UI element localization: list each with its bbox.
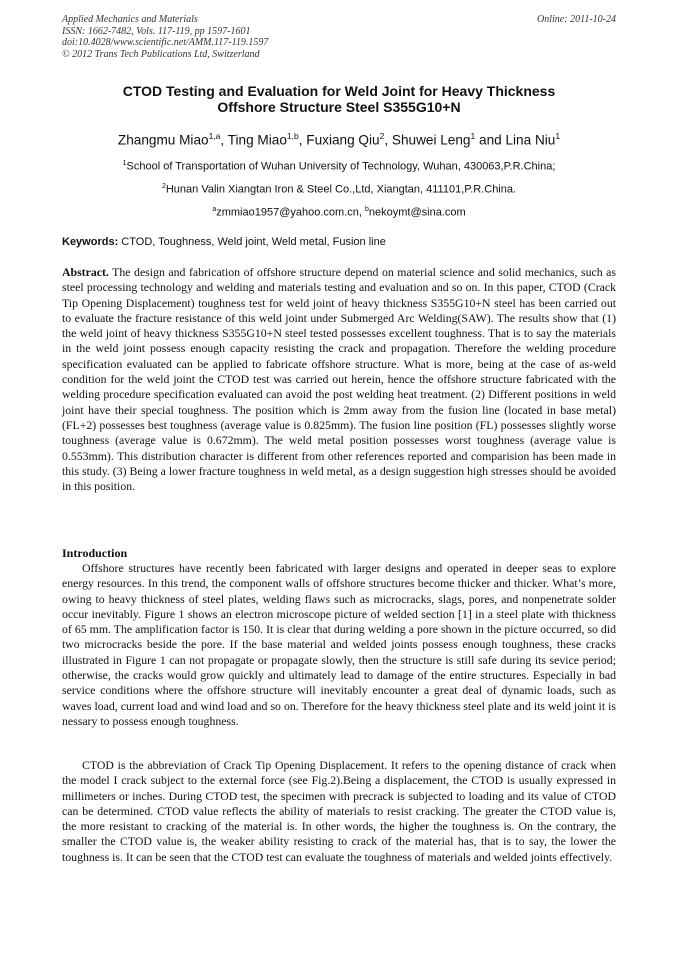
abstract-text: The design and fabrication of offshore structure depend on material science and solid mechanics, such as steel processing technology and welding and materials testing and evaluation and so on. In this paper, CTOD (Crack Tip Opening Displacement) toughness test for weld joint of heavy thickness S355G10+N steel has been carried out to evaluate the fracture resistance of this weld joint under Submerged Arc Welding(SAW). The results show that (1) the weld joint of heavy thickness S355G10+N steel tested possesses excellent toughness. That is to say the materials in the weld joint possess enough capacity resisting the crack and propagation. Therefore the welding procedure specification evaluated can be applied to fabricate offshore structure. What is more, being at the case of as-weld condition for the weld joint the CTOD test was carried out herein, hence the offshore structure fabricated with the welding procedure specification evaluated can avoid the post welding heat treatment. (2) Different positions in weld joint have their special toughness. The position which is 2mm away from the fusion line (located in base metal) (FL+2) possesses best toughness (average value is 0.825mm). The fusion line position (FL) possesses slightly worse toughness (average value is 0.672mm). The weld metal position possesses worst toughness (average value is 0.553mm). This distribution character is different from other references reported and comparision has been made in this study. (3) Being a lower fracture toughness in weld metal, as a design suggestion high stresses should be avoided in this position. bbox=[62, 265, 616, 494]
aff-sup: 1 bbox=[122, 160, 127, 167]
keywords-label: Keywords: bbox=[62, 236, 119, 248]
copyright-line: © 2012 Trans Tech Publications Ltd, Switzerland bbox=[62, 48, 260, 60]
section-heading: Introduction bbox=[62, 546, 128, 560]
author-sep: , bbox=[298, 132, 307, 148]
keywords bbox=[62, 236, 616, 249]
title-line-2: Offshore Structure Steel S355G10+N bbox=[217, 99, 461, 115]
doi-line: doi:10.4028/www.scientific.net/AMM.117-119.1597 bbox=[62, 37, 269, 49]
intro-paragraph-2: CTOD is the abbreviation of Crack Tip Opening Displacement. It refers to the opening distance of crack when the model I crack subject to the external force (see Fig.2).Being a displacement, the CTOD is usually expressed in millimeters or inches. During CTOD test, the specimen with precrack is subjected to loading and its value of CTOD can be determined. CTOD value reflects the ability of materials to resist cracking. The greater the CTOD value is, the more resistant to cracking of the material is. In other words, the higher the toughness is. On the contrary, the smaller the CTOD value is, the weaker ability resisting to crack of the material has, that is to say, the lower the toughness is. It can be seen that the CTOD test can evaluate the toughness of materials and welded joints effectively. bbox=[62, 758, 616, 864]
author-sup: 1,b bbox=[286, 131, 299, 141]
journal-name: Applied Mechanics and Materials bbox=[62, 14, 198, 25]
abstract-label: Abstract. bbox=[62, 265, 109, 279]
email-sup: b bbox=[364, 206, 369, 213]
author-name: Lina Niu bbox=[505, 132, 556, 148]
email-a: zmmiao1957@yahoo.com.cn, bbox=[216, 206, 365, 219]
affiliation-1 bbox=[62, 157, 616, 174]
author-name: Zhangmu Miao bbox=[117, 132, 209, 148]
author-name: Fuxiang Qiu bbox=[306, 132, 380, 148]
author-list bbox=[62, 128, 616, 149]
abstract-paragraph bbox=[62, 265, 616, 494]
author-sup: 1,a bbox=[208, 131, 221, 141]
author-emails bbox=[62, 203, 616, 220]
aff-text: School of Transportation of Wuhan University of Technology, Wuhan, 430063,P.R.China; bbox=[126, 160, 556, 173]
journal-header bbox=[62, 14, 616, 60]
keywords-text: CTOD, Toughness, Weld joint, Weld metal, Fusion line bbox=[118, 236, 386, 248]
title-line-1: CTOD Testing and Evaluation for Weld Joint for Heavy Thickness bbox=[122, 83, 556, 99]
author-sep: , bbox=[220, 132, 228, 148]
intro-paragraph-1: Offshore structures have recently been fabricated with larger designs and operated in deeper seas to explore energy resources. In this trend, the component walls of offshore structures become thicker and thicker. What’s more, owing to heavy thickness of steel plates, welding flaws such as microcracks, slags, pores, and nonpenetrate solder occur inevitably. Figure 1 shows an electron microscope picture of welded section [1] in a steel plate with thickness of 65 mm. The amplification factor is 150. It is clear that during welding a pore shown in the picture occurred, so did two microcracks beside the pore. If the base material and welded joints possess enough toughness, these cracks illustrated in Figure 1 can not propagate or propagate slowly, then the structure is still safe during its sevice period; otherwise, the cracks would grow quickly and ultimately lead to damage of the entire structures. Especially in bad service conditions where the offshore structure will inevitably encounter a great deal of dynamic loads, such as waves load, current load and wind load and so on. Therefore for the heavy thickness steel plate and its weld joint it is nessary to possess enough toughness. bbox=[62, 561, 616, 728]
author-sup: 1 bbox=[470, 131, 476, 141]
author-name: Ting Miao bbox=[227, 132, 287, 148]
email-sup: a bbox=[212, 206, 217, 213]
aff-sup: 2 bbox=[161, 183, 166, 190]
issn-line: ISSN: 1662-7482, Vols. 117-119, pp 1597-1601 bbox=[62, 25, 251, 37]
author-name: Shuwei Leng bbox=[391, 132, 471, 148]
paper-title bbox=[62, 83, 616, 115]
email-b: nekoymt@sina.com bbox=[368, 206, 466, 219]
online-date: Online: 2011-10-24 bbox=[537, 14, 616, 25]
author-sup: 2 bbox=[379, 131, 385, 141]
author-sep: , bbox=[384, 132, 392, 148]
author-sup: 1 bbox=[555, 131, 561, 141]
aff-text: Hunan Valin Xiangtan Iron & Steel Co.,Ltd, Xiangtan, 411101,P.R.China. bbox=[165, 183, 517, 196]
author-sep: and bbox=[475, 132, 506, 148]
affiliation-2 bbox=[62, 180, 616, 197]
